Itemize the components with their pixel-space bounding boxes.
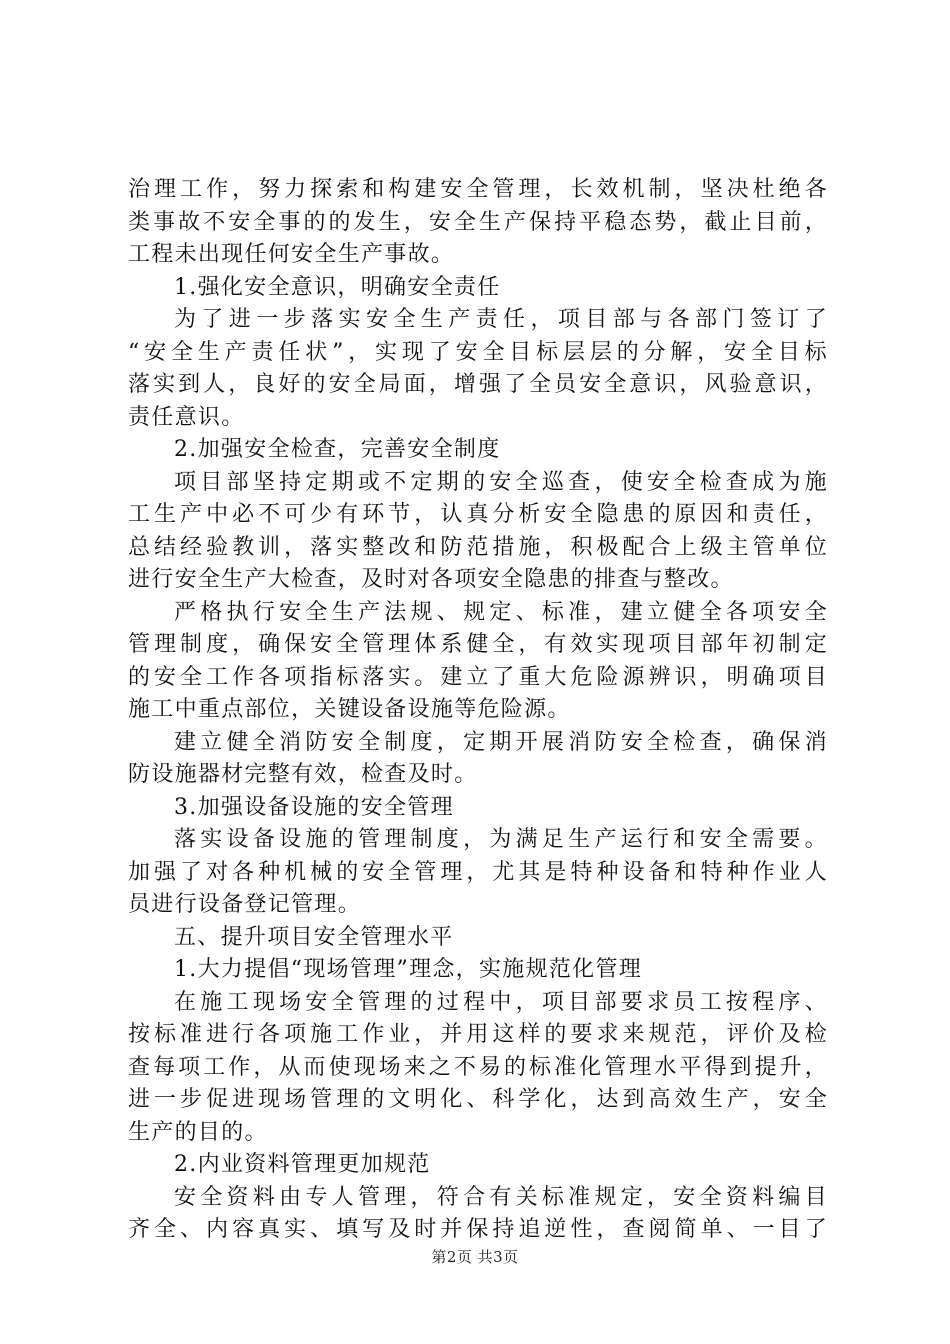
text-line: 1.大力提倡“现场管理”理念，实施规范化管理 (174, 957, 643, 982)
text-line: 员进行设备登记管理。 (128, 892, 362, 917)
text-line: 类事故不安全事的的发生，安全生产保持平稳态势，截止目前， (128, 209, 828, 235)
text-line: 1.强化安全意识，明确安全责任 (174, 274, 501, 300)
text-line: 建立健全消防安全制度，定期开展消防安全检查，确保消 (174, 729, 828, 755)
text-line: “安全生产责任状”，实现了安全目标层层的分解，安全目标 (128, 339, 828, 365)
text-line: 3.加强设备设施的安全管理 (174, 794, 454, 820)
text-line: 生产的目的。 (128, 1119, 268, 1145)
text-line: 落实设备设施的管理制度，为满足生产运行和安全需要。 (174, 827, 828, 852)
text-line: 安全资料由专人管理，符合有关标准规定，安全资料编目 (174, 1184, 828, 1210)
text-line: 加强了对各种机械的安全管理，尤其是特种设备和特种作业人 (128, 859, 828, 885)
text-line: 管理制度，确保安全管理体系健全，有效实现项目部年初制定 (128, 632, 828, 657)
text-line: 落实到人，良好的安全局面，增强了全员安全意识，风验意识， (128, 372, 828, 397)
text-line: 进一步促进现场管理的文明化、科学化，达到高效生产，安全 (128, 1087, 828, 1112)
text-line: 2.内业资料管理更加规范 (174, 1152, 431, 1177)
text-line: 总结经验教训，落实整改和防范措施，积极配合上级主管单位 (128, 534, 828, 560)
text-line: 严格执行安全生产法规、规定、标准，建立健全各项安全 (174, 599, 828, 625)
text-line: 防设施器材完整有效，检查及时。 (128, 762, 478, 787)
text-line: 2.加强安全检查，完善安全制度 (174, 437, 501, 462)
text-line: 工生产中必不可少有环节，认真分析安全隐患的原因和责任， (128, 502, 828, 527)
text-line: 工程未出现任何安全生产事故。 (128, 242, 455, 267)
text-line: 五、提升项目安全管理水平 (174, 924, 454, 950)
text-line: 查每项工作，从而使现场来之不易的标准化管理水平得到提升， (128, 1054, 828, 1080)
text-line: 的安全工作各项指标落实。建立了重大危险源辨识，明确项目 (128, 664, 828, 690)
body-text (128, 174, 828, 1247)
text-line: 施工中重点部位，关键设备设施等危险源。 (128, 697, 571, 722)
text-line: 责任意识。 (128, 404, 245, 430)
text-line: 进行安全生产大检查，及时对各项安全隐患的排查与整改。 (128, 567, 734, 592)
text-line: 在施工现场安全管理的过程中，项目部要求员工按程序、 (174, 989, 828, 1015)
page-number-footer: 第2页 共3页 (431, 1248, 519, 1266)
text-line: 项目部坚持定期或不定期的安全巡查，使安全检查成为施 (174, 469, 828, 495)
text-line: 治理工作，努力探索和构建安全管理，长效机制，坚决杜绝各 (128, 177, 828, 202)
text-line: 按标准进行各项施工作业，并用这样的要求来规范，评价及检 (128, 1022, 828, 1047)
text-line: 齐全、内容真实、填写及时并保持追逆性，查阅简单、一目了 (128, 1217, 828, 1242)
text-line: 为了进一步落实安全生产责任，项目部与各部门签订了 (174, 307, 828, 332)
